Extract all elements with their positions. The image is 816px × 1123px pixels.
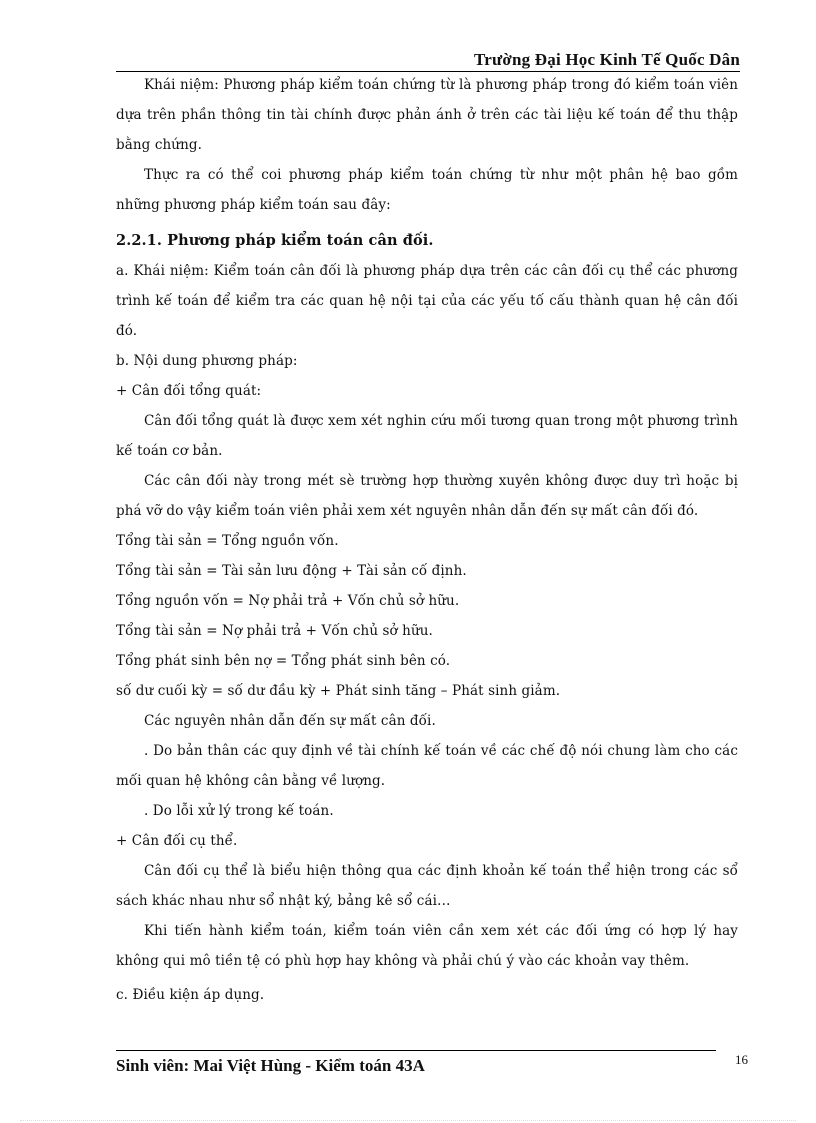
document-body bbox=[116, 70, 738, 1010]
bullet-general-balance: + Cân đối tổng quát: bbox=[116, 383, 262, 399]
equation-4: Tổng tài sản = Nợ phải trả + Vốn chủ sở hữu. bbox=[116, 623, 433, 639]
paragraph-subsystem: Thực ra có thể coi phương pháp kiểm toán chứng từ như một phân hệ bao gồm những phương pháp kiểm toán sau đây: bbox=[116, 167, 738, 213]
section-heading-2-2-1: 2.2.1. Phương pháp kiểm toán cân đối. bbox=[116, 232, 434, 249]
footer-divider bbox=[116, 1050, 716, 1051]
equation-2: Tổng tài sản = Tài sản lưu động + Tài sản cố định. bbox=[116, 563, 467, 579]
paragraph-causes: Các nguyên nhân dẫn đến sự mất cân đối. bbox=[144, 713, 436, 729]
bullet-specific-balance: + Cân đối cụ thể. bbox=[116, 833, 238, 849]
equation-5: Tổng phát sinh bên nợ = Tổng phát sinh bên có. bbox=[116, 653, 451, 669]
item-c-conditions: c. Điều kiện áp dụng. bbox=[116, 987, 265, 1003]
paragraph-balance-broken: Các cân đối này trong mét sè trường hợp thường xuyên không được duy trì hoặc bị phá vỡ do vậy kiểm toán viên phải xem xét nguyên nhân dẫn đến sự mất cân đối đó. bbox=[116, 473, 738, 519]
paragraph-concept: Khái niệm: Phương pháp kiểm toán chứng từ là phương pháp trong đó kiểm toán viên dựa trên phần thông tin tài chính được phản ánh ở trên các tài liệu kế toán để thu thập bằng chứng. bbox=[116, 77, 738, 153]
equation-3: Tổng nguồn vốn = Nợ phải trả + Vốn chủ sở hữu. bbox=[116, 593, 460, 609]
page-header-school: Trường Đại Học Kinh Tế Quốc Dân bbox=[473, 50, 740, 69]
paragraph-audit-review: Khi tiến hành kiểm toán, kiểm toán viên cần xem xét các đối ứng có hợp lý hay không qui mô tiền tệ có phù hợp hay không và phải chú ý vào các khoản vay thêm. bbox=[116, 923, 738, 969]
cause-regulations: . Do bản thân các quy định về tài chính kế toán về các chế độ nói chung làm cho các mối quan hệ không cân bằng về lượng. bbox=[116, 743, 738, 789]
footer-student: Sinh viên: Mai Việt Hùng - Kiểm toán 43A bbox=[116, 1056, 425, 1075]
page-number: 16 bbox=[735, 1052, 748, 1067]
paragraph-general-balance: Cân đối tổng quát là được xem xét nghin cứu mối tương quan trong một phương trình kế toán cơ bản. bbox=[116, 413, 738, 459]
equation-6: số dư cuối kỳ = số dư đầu kỳ + Phát sinh tăng – Phát sinh giảm. bbox=[116, 683, 561, 699]
page-edge bbox=[20, 1120, 796, 1121]
equation-1: Tổng tài sản = Tổng nguồn vốn. bbox=[116, 533, 339, 549]
paragraph-specific-balance: Cân đối cụ thể là biểu hiện thông qua các định khoản kế toán thể hiện trong các sổ sách khác nhau như sổ nhật ký, bảng kê sổ cái… bbox=[116, 863, 738, 909]
cause-processing-error: . Do lỗi xử lý trong kế toán. bbox=[144, 803, 334, 819]
item-b-content: b. Nội dung phương pháp: bbox=[116, 353, 298, 369]
item-a-concept: a. Khái niệm: Kiểm toán cân đối là phương pháp dựa trên các cân đối cụ thể các phương trình kế toán để kiểm tra các quan hệ nội tại của các yếu tố cấu thành quan hệ cân đối đó. bbox=[116, 263, 738, 339]
